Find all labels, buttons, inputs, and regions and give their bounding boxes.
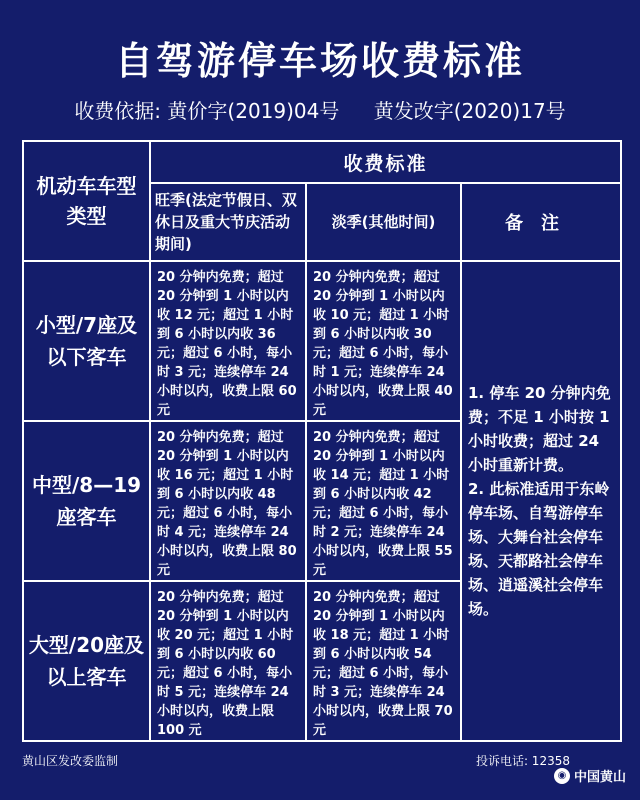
complaint-phone: 投诉电话: 12358 (475, 754, 570, 768)
basis-doc2: 黄发改字(2020)17号 (373, 99, 566, 123)
vehicle-type-large: 大型/20座及以上客车 (23, 581, 150, 741)
supervisor-text: 黄山区发改委监制 (22, 754, 119, 768)
logo-text: 中国黄山 (573, 770, 626, 785)
note-2: 2. 此标准适用于东岭停车场、自驾游停车场、大舞台社会停车场、天都路社会停车场、逍遥溪社会停车场。 (468, 480, 610, 618)
basis-doc1: 黄价字(2019)04号 (167, 99, 340, 123)
peak-fee-large: 20 分钟内免费；超过 20 分钟到 1 小时以内收 20 元；超过 1 小时到 6 小时以内收 60 元；超过 6 小时，每小时 5 元；连续停车 24 小时以内，收费上限 100 元 (150, 581, 306, 741)
wechat-icon: ◉ (554, 768, 570, 784)
header-vehicle-type-line1: 机动车车型 (36, 174, 137, 198)
header-notes: 备注 (461, 183, 621, 261)
peak-fee-small: 20 分钟内免费；超过 20 分钟到 1 小时以内收 12 元；超过 1 小时到 6 小时以内收 36 元；超过 6 小时，每小时 3 元；连续停车 24 小时以内，收费上限 60 元 (150, 261, 306, 421)
offpeak-fee-large: 20 分钟内免费；超过 20 分钟到 1 小时以内收 18 元；超过 1 小时到 6 小时以内收 54 元；超过 6 小时，每小时 3 元；连续停车 24 小时以内，收费上限 70 元 (306, 581, 461, 741)
basis-label-doc1 (74, 99, 339, 123)
fee-table (22, 140, 622, 742)
wechat-logo (554, 766, 626, 785)
peak-fee-medium: 20 分钟内免费；超过 20 分钟到 1 小时以内收 16 元；超过 1 小时到 6 小时以内收 48 元；超过 6 小时，每小时 4 元；连续停车 24 小时以内，收费上限 80 元 (150, 421, 306, 581)
note-1: 1. 停车 20 分钟内免费；不足 1 小时按 1 小时收费；超过 24 小时重新计费。 (468, 384, 611, 474)
offpeak-fee-small: 20 分钟内免费；超过 20 分钟到 1 小时以内收 10 元；超过 1 小时到 6 小时以内收 30 元；超过 6 小时，每小时 1 元；连续停车 24 小时以内，收费上限 40 元 (306, 261, 461, 421)
offpeak-fee-medium: 20 分钟内免费；超过 20 分钟到 1 小时以内收 14 元；超过 1 小时到 6 小时以内收 42 元；超过 6 小时，每小时 2 元；连续停车 24 小时以内，收费上限 55 元 (306, 421, 461, 581)
basis-label: 收费依据: (74, 99, 162, 123)
page-title: 自驾游停车场收费标准 (114, 39, 525, 83)
header-vehicle-type-line2: 类型 (66, 204, 107, 228)
vehicle-type-medium: 中型/8—19座客车 (23, 421, 150, 581)
notes-cell (461, 261, 621, 741)
vehicle-type-small: 小型/7座及以下客车 (23, 261, 150, 421)
header-vehicle-type (23, 141, 150, 261)
header-peak-season: 旺季(法定节假日、双休日及重大节庆活动期间) (150, 183, 306, 261)
header-offpeak-season: 淡季(其他时间) (306, 183, 461, 261)
table-row (23, 261, 621, 421)
fee-basis (0, 95, 640, 124)
header-fee-standard: 收费标准 (150, 141, 621, 183)
